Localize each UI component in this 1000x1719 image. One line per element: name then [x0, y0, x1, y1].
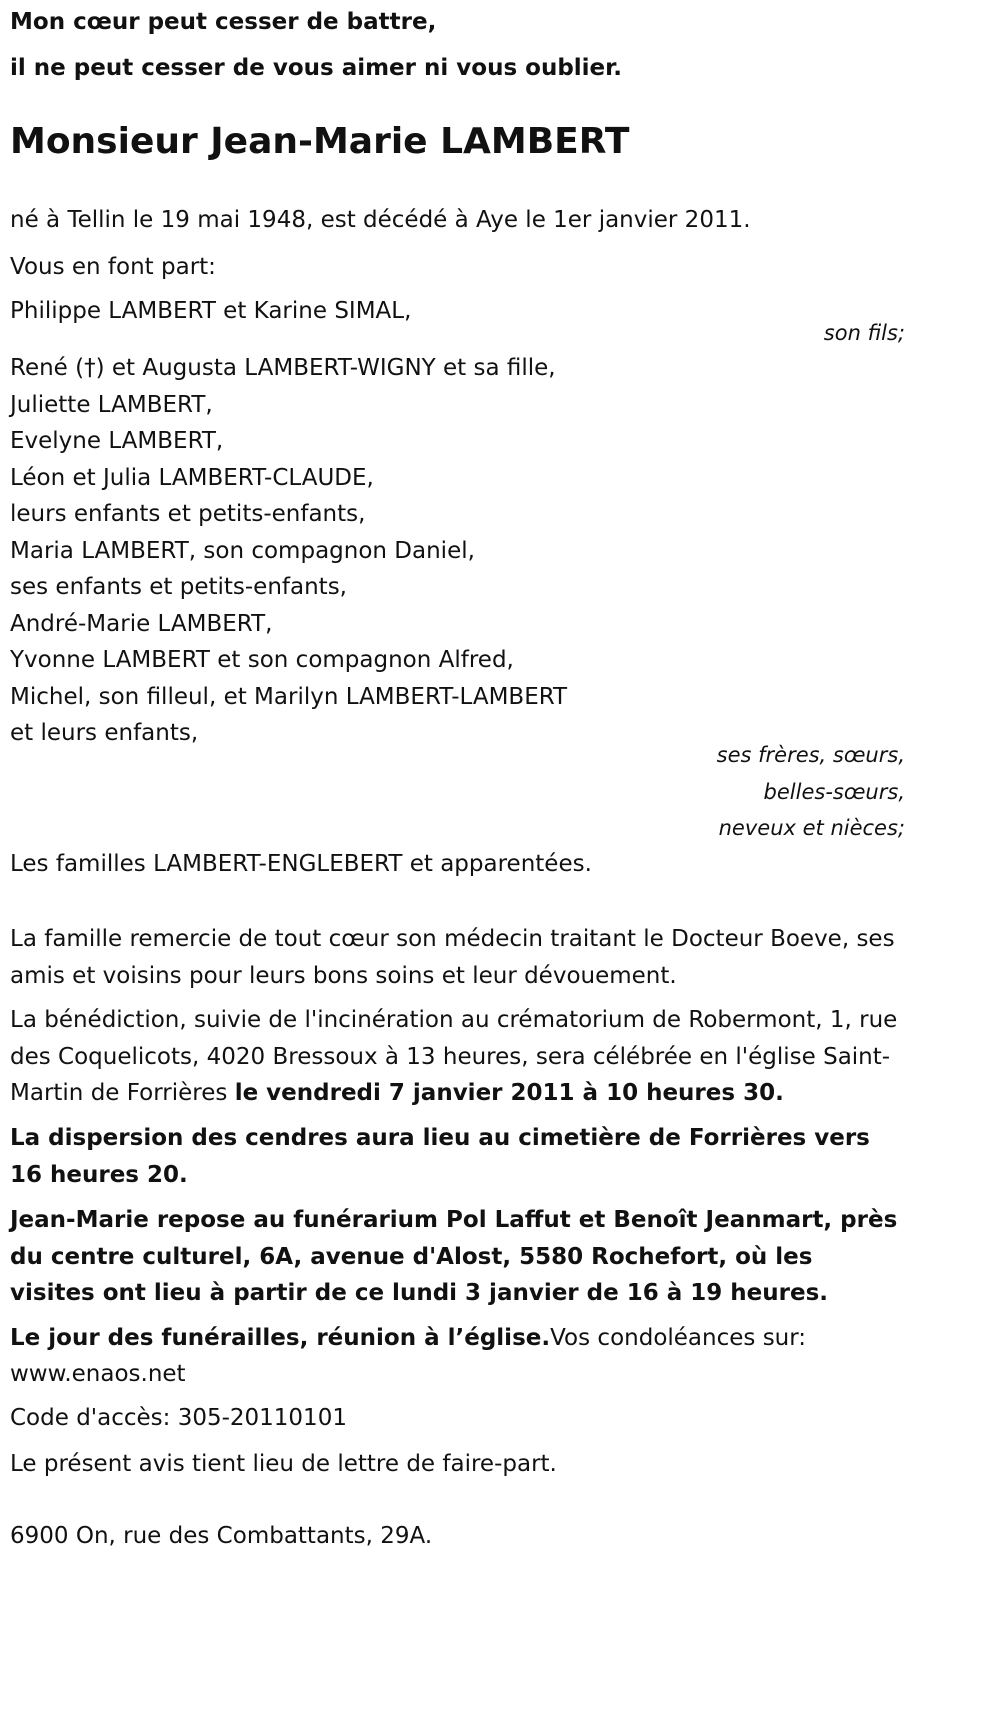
siblings-role-line: ses frères, sœurs, — [716, 743, 905, 767]
notice-line: Le présent avis tient lieu de lettre de faire-part. — [10, 1451, 557, 1477]
sibling-line: leurs enfants et petits-enfants, — [10, 501, 366, 527]
sibling-line: ses enfants et petits-enfants, — [10, 574, 347, 600]
ceremony-text: La bénédiction, suivie de l'incinération au crématorium de Robermont, 1, rue des Coquelicots, 4020 Bressoux à 13 heures, sera célébrée en l'église Saint-Martin de Forrières — [10, 1007, 898, 1106]
website-link[interactable]: www.enaos.net — [10, 1361, 186, 1387]
sibling-line: Maria LAMBERT, son compagnon Daniel, — [10, 538, 475, 564]
deceased-name: Monsieur Jean-Marie LAMBERT — [10, 121, 630, 162]
intro-line: Vous en font part: — [10, 254, 216, 280]
sibling-line: Yvonne LAMBERT et son compagnon Alfred, — [10, 647, 514, 673]
sibling-line: Evelyne LAMBERT, — [10, 428, 224, 454]
epigraph-line-1: Mon cœur peut cesser de battre, — [10, 9, 437, 35]
son-role: son fils; — [823, 321, 905, 345]
families-line: Les familles LAMBERT-ENGLEBERT et apparentées. — [10, 851, 592, 877]
access-code: Code d'accès: 305-20110101 — [10, 1405, 347, 1431]
meeting-paragraph — [10, 1320, 903, 1357]
ceremony-date: le vendredi 7 janvier 2011 à 10 heures 30. — [234, 1080, 784, 1106]
sibling-line: Juliette LAMBERT, — [10, 392, 213, 418]
dispersion-paragraph: La dispersion des cendres aura lieu au cimetière de Forrières vers 16 heures 20. — [10, 1125, 870, 1188]
birth-death-line: né à Tellin le 19 mai 1948, est décédé à Aye le 1er janvier 2011. — [10, 207, 751, 233]
sibling-line: André-Marie LAMBERT, — [10, 611, 273, 637]
condolences-text: Vos condoléances sur: — [550, 1325, 807, 1351]
siblings-role-line: neveux et nièces; — [718, 816, 905, 840]
address-line: 6900 On, rue des Combattants, 29A. — [10, 1523, 433, 1549]
son-line: Philippe LAMBERT et Karine SIMAL, — [10, 298, 412, 324]
sibling-line: René (†) et Augusta LAMBERT-WIGNY et sa fille, — [10, 355, 556, 381]
sibling-line: Michel, son filleul, et Marilyn LAMBERT-LAMBERT — [10, 684, 568, 710]
ceremony-paragraph — [10, 1002, 903, 1112]
meeting-text: Le jour des funérailles, réunion à l’église. — [10, 1325, 551, 1351]
sibling-line: et leurs enfants, — [10, 720, 199, 746]
thanks-paragraph: La famille remercie de tout cœur son médecin traitant le Docteur Boeve, ses amis et voisins pour leurs bons soins et leur dévouement. — [10, 926, 895, 989]
repose-paragraph: Jean-Marie repose au funérarium Pol Laffut et Benoît Jeanmart, près du centre culturel, 6A, avenue d'Alost, 5580 Rochefort, où les visites ont lieu à partir de ce lundi 3 janvier de 16 à 19 heures. — [10, 1207, 898, 1306]
sibling-line: Léon et Julia LAMBERT-CLAUDE, — [10, 465, 374, 491]
epigraph-line-2: il ne peut cesser de vous aimer ni vous oublier. — [10, 55, 622, 81]
siblings-role-line: belles-sœurs, — [763, 780, 905, 804]
